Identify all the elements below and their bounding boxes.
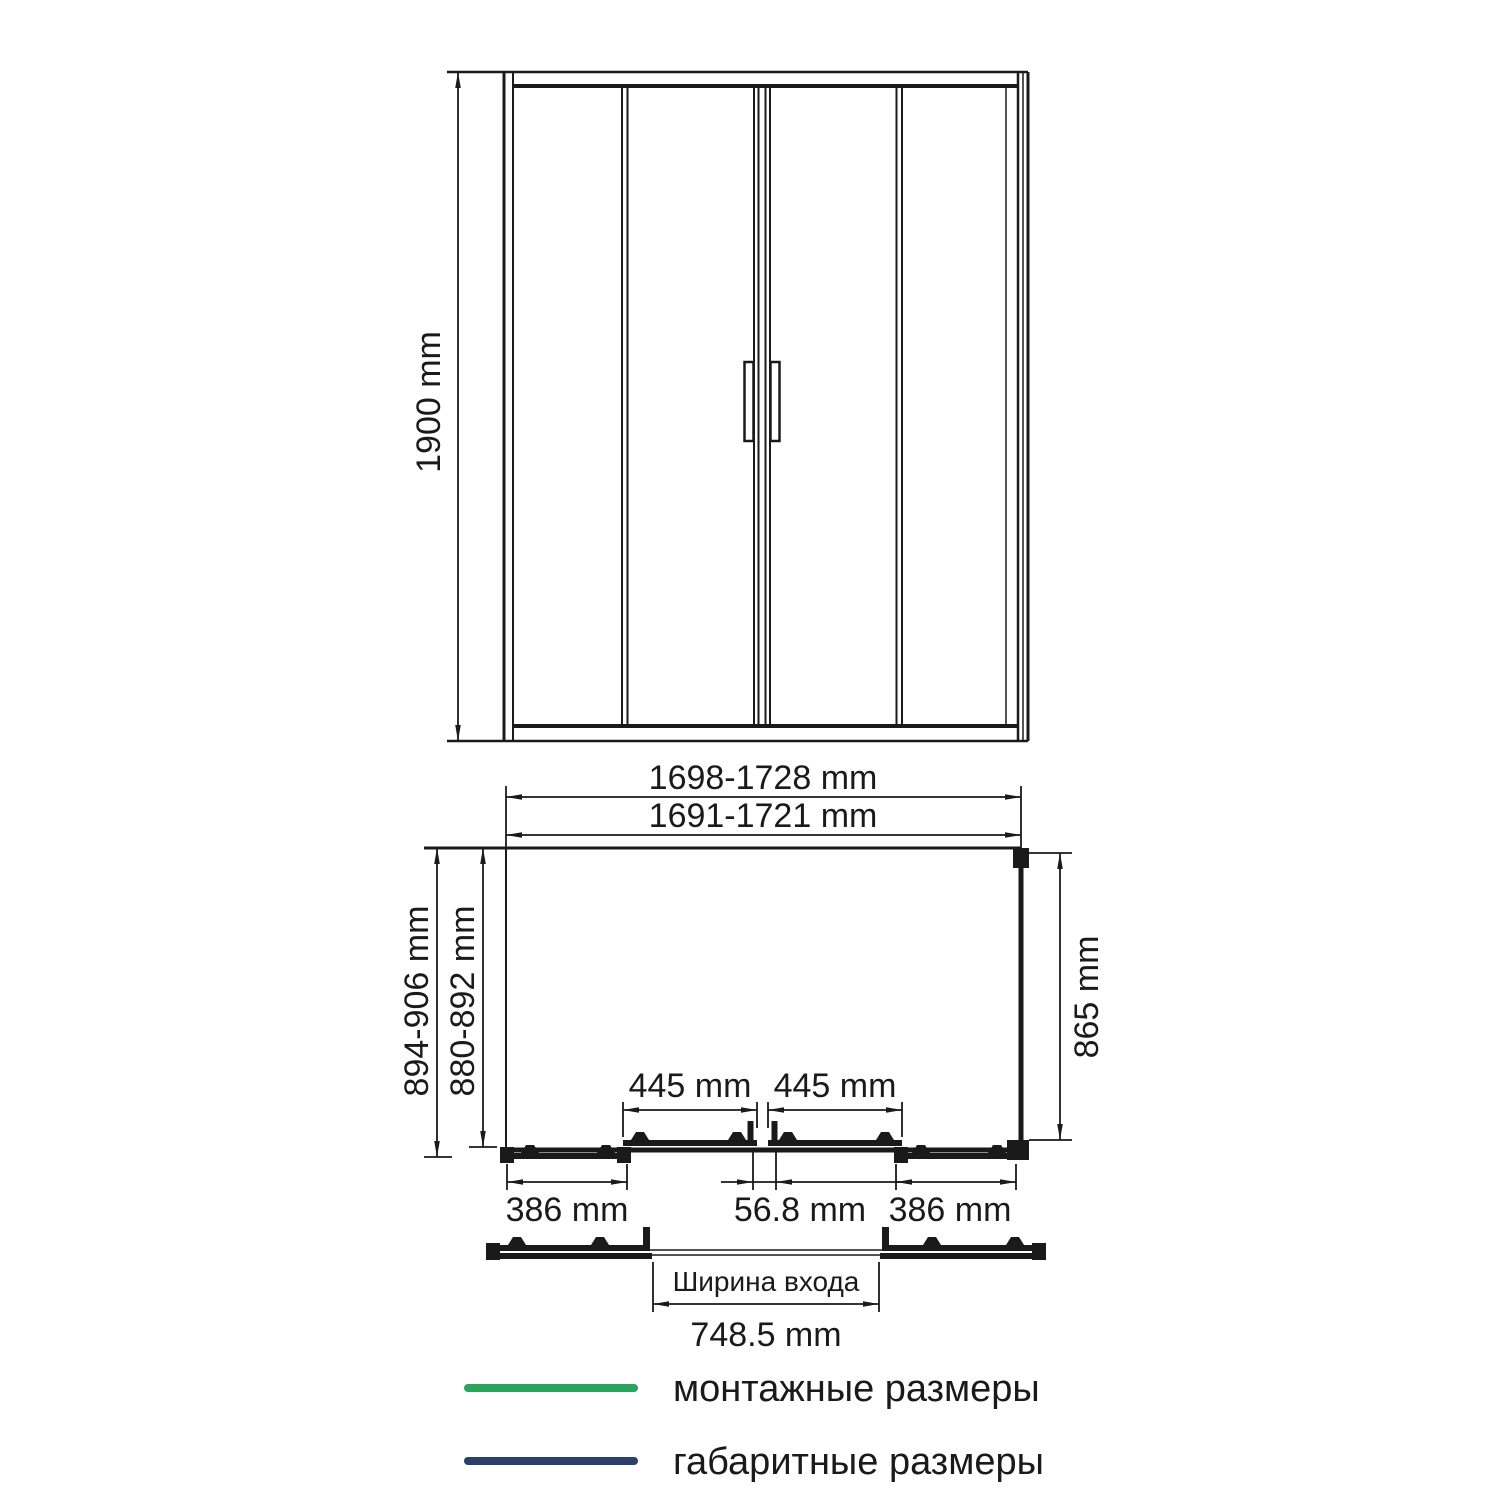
plan-top-view [398,759,1106,1229]
door-handle-right [771,362,780,441]
track-end-block [894,1147,908,1163]
door-width-right-label: 445 mm [773,1067,897,1105]
roller [597,1145,615,1153]
track-end-block [500,1147,514,1163]
center-stile-pin [882,1227,889,1251]
roller [988,1145,1006,1153]
legend-mounting-label: монтажные размеры [673,1368,1040,1410]
roller [912,1145,930,1153]
roller [728,1132,746,1140]
roller [631,1132,649,1140]
track-end-block [617,1147,631,1163]
entry-width-label: 748.5 mm [690,1316,842,1354]
center-stile-pin [643,1227,650,1251]
wall-profile-block [1013,848,1029,868]
overall-depth-label: 894-906 mm [398,905,436,1097]
door-handle-left [745,362,754,441]
roller [923,1237,941,1245]
roller [508,1237,526,1245]
overlap-label: 56.8 mm [733,1191,867,1229]
overall-width-label: 1698-1728 mm [648,759,878,797]
door-track-assembly [500,1121,1021,1163]
fixed-width-right-label: 386 mm [888,1191,1012,1229]
legend [468,1368,1044,1483]
roller [591,1237,609,1245]
center-stile-pin [772,1121,778,1143]
entry-width-caption: Ширина входа [672,1266,860,1297]
side-depth-label: 865 mm [1068,935,1106,1059]
front-elevation-view [410,72,1028,741]
door-width-left-label: 445 mm [628,1067,752,1105]
mounting-width-label: 1691-1721 mm [648,797,878,835]
center-stile-pin [748,1121,754,1143]
roller [876,1132,894,1140]
roller [779,1132,797,1140]
roller [1006,1237,1024,1245]
entry-width-view [486,1227,1046,1354]
height-dimension-label: 1900 mm [410,331,448,473]
roller [521,1145,539,1153]
fixed-width-left-label: 386 mm [505,1191,629,1229]
mounting-depth-label: 880-892 mm [444,905,482,1097]
legend-overall-label: габаритные размеры [673,1441,1044,1483]
